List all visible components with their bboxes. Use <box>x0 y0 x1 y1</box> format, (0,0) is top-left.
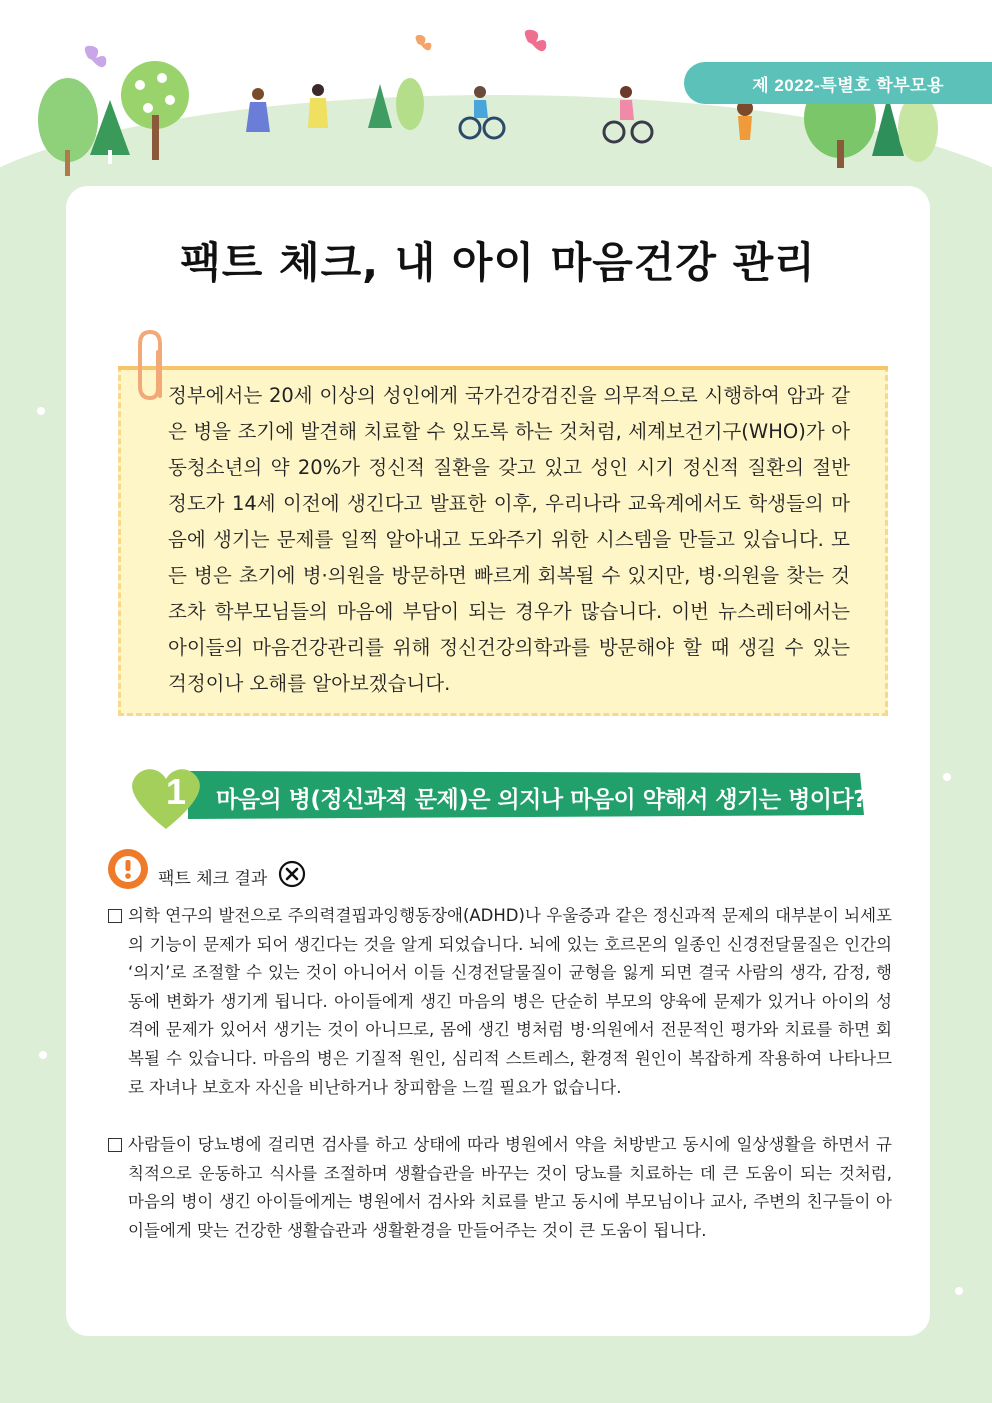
page-title: 팩트 체크, 내 아이 마음건강 관리 <box>180 238 816 287</box>
cyclist-illustration <box>604 86 652 142</box>
butterfly-icon <box>525 30 546 51</box>
sparkle-icon <box>36 1048 50 1062</box>
cyclist-illustration <box>460 86 504 138</box>
section-title: 마음의 병(정신과적 문제)은 의지나 마음이 약해서 생기는 병이다? <box>216 787 867 813</box>
checkbox-bullet-icon <box>108 1138 122 1152</box>
fact-list <box>108 902 892 1246</box>
section-number: 1 <box>165 771 187 812</box>
butterfly-icon <box>416 35 432 50</box>
section-header <box>128 763 868 833</box>
intro-paragraph: 정부에서는 20세 이상의 성인에게 국가건강검진을 의무적으로 시행하여 암과 같은 병을 조기에 발견해 치료할 수 있도록 하는 것처럼, 세계보건기구(WHO)가 아동청소년의 약 20%가 정신적 질환을 갖고 있고 성인 시기 정신적 질환의 절반 정도가 14세 이전에 생긴다고 발표한 이후, 우리나라 교육계에서도 학생들의 마음에 생기는 문제를 일찍 알아내고 도와주기 위한 시스템을 만들고 있습니다. 모든 병은 초기에 병·의원을 방문하면 빠르게 회복될 수 있지만, 병·의원을 찾는 것조차 학부모님들의 마음에 부담이 되는 경우가 많습니다. 이번 뉴스레터에서는 아이들의 마음건강관리를 위해 정신건강의학과를 방문해야 할 때 생길 수 있는 걱정이나 오해를 알아보겠습니다. <box>168 384 850 695</box>
issue-label: 제 2022-특별호 학부모용 <box>684 62 992 104</box>
list-item <box>108 1131 892 1245</box>
person-illustration <box>246 84 328 132</box>
butterfly-icon <box>85 46 106 67</box>
exclamation-circle-icon <box>106 848 152 892</box>
list-item-text: 사람들이 당뇨병에 걸리면 검사를 하고 상태에 따라 병원에서 약을 처방받고 동시에 일상생활을 하면서 규칙적으로 운동하고 식사를 조절하며 생활습관을 바꾸는 것이 당뇨를 치료하는 데 큰 도움이 되는 것처럼, 마음의 병이 생긴 아이들에게는 병원에서 검사와 치료를 받고 동시에 부모님이나 교사, 주변의 친구들이 아이들에게 맞는 건강한 생활습관과 생활환경을 만들어주는 것이 큰 도움이 됩니다. <box>128 1135 892 1240</box>
checkbox-bullet-icon <box>108 909 122 923</box>
sparkle-icon <box>34 404 48 418</box>
list-item <box>108 902 892 1102</box>
sparkle-icon <box>952 1284 966 1298</box>
fact-check-label: 팩트 체크 결과 <box>158 869 268 889</box>
sparkle-icon <box>940 770 954 784</box>
fact-check-row <box>106 848 406 892</box>
list-item-text: 의학 연구의 발전으로 주의력결핍과잉행동장애(ADHD)나 우울증과 같은 정신과적 문제의 대부분이 뇌세포의 기능이 문제가 되어 생긴다는 것을 알게 되었습니다. 뇌에 있는 호르몬의 일종인 신경전달물질은 인간의 ‘의지’로 조절할 수 있는 것이 아니어서 이들 신경전달물질이 균형을 잃게 되면 결국 사람의 생각, 감정, 행동에 변화가 생기게 됩니다. 아이들에게 생긴 마음의 병은 단순히 부모의 양육에 문제가 있거나 아이의 성격에 문제가 있어서 생기는 것이 아니므로, 몸에 생긴 병처럼 병·의원에서 전문적인 평가와 치료를 하면 회복될 수 있습니다. 마음의 병은 기질적 원인, 심리적 스트레스, 환경적 원인이 복잡하게 작용하여 나타나므로 자녀나 보호자 자신을 비난하거나 창피함을 느낄 필요가 없습니다. <box>128 906 892 1097</box>
tree-illustration <box>38 61 189 176</box>
x-circle-icon <box>278 860 306 888</box>
